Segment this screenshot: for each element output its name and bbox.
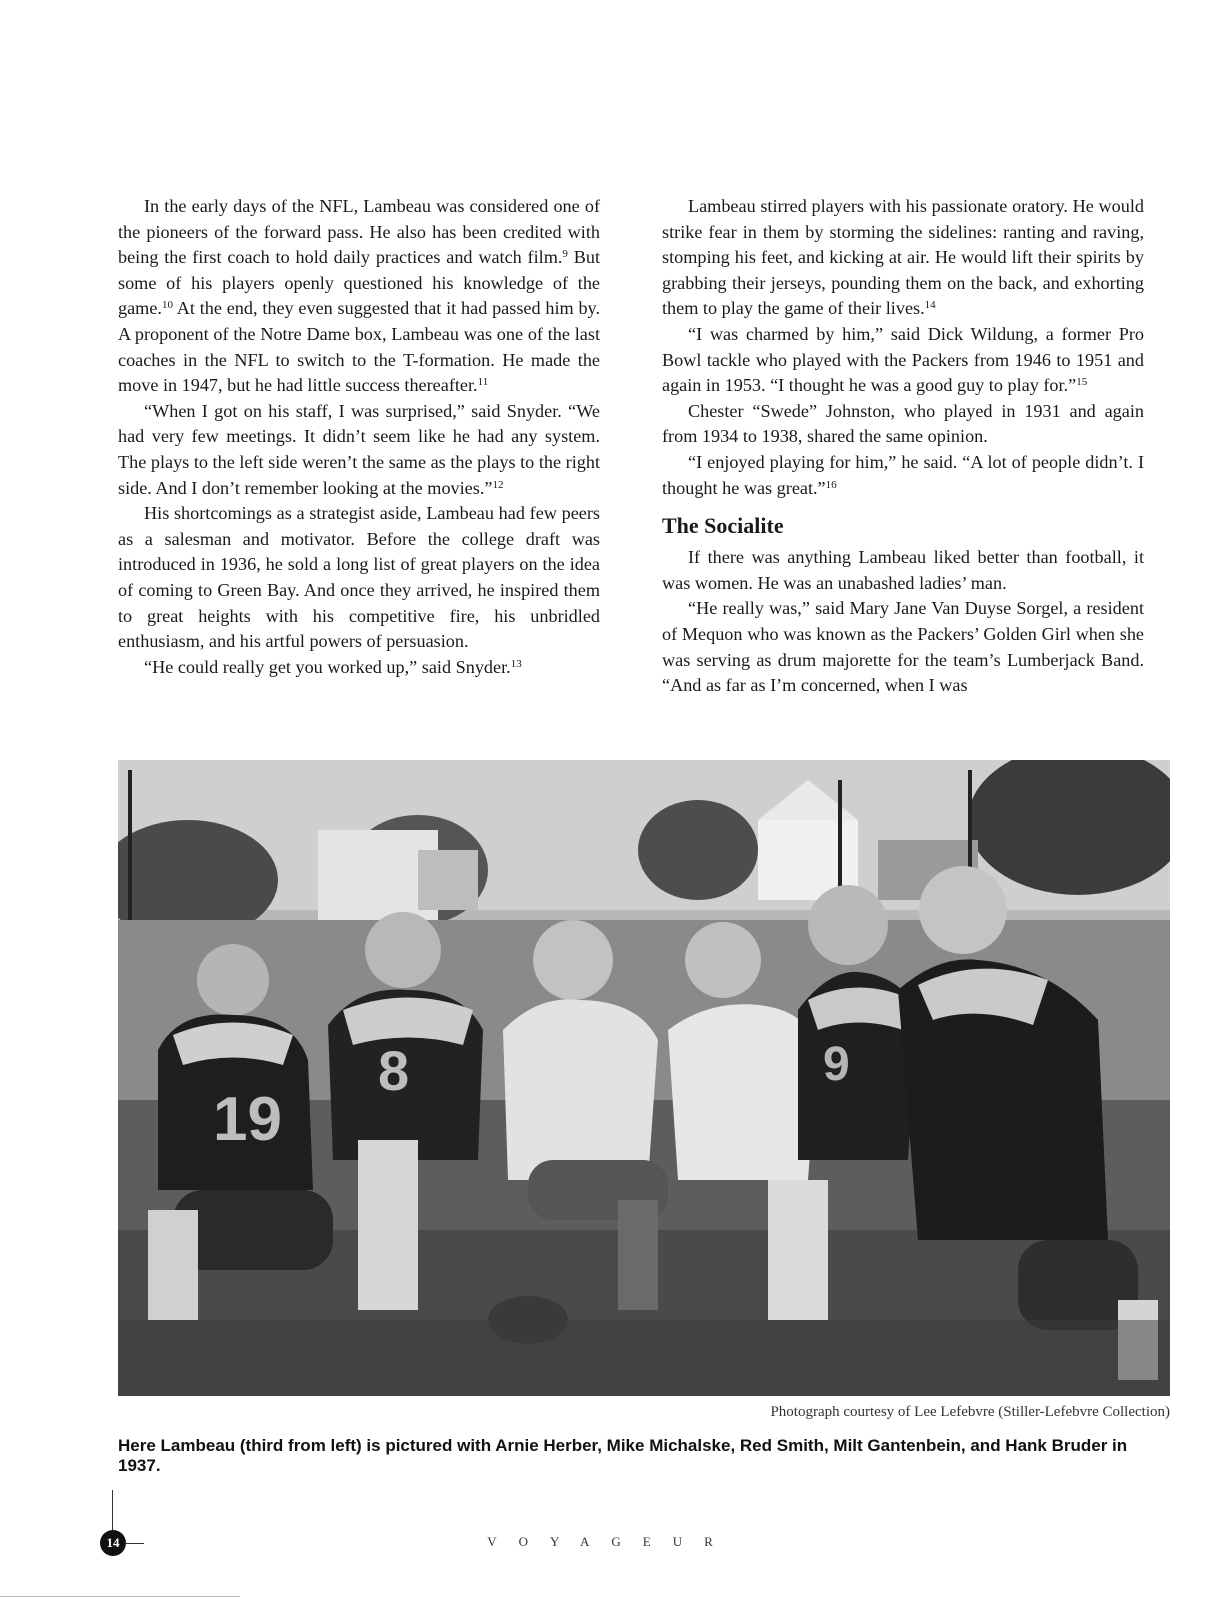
- paragraph: “He could really get you worked up,” said Snyder.$^{13}$: [144, 656, 522, 677]
- photo-credit: Photograph courtesy of Lee Lefebvre (Stiller-Lefebvre Collection): [770, 1404, 1170, 1420]
- page-number: 14: [100, 1530, 126, 1556]
- paragraph: Lambeau stirred players with his passionate oratory. He would strike fear in them by storming the sidelines: ranting and raving, stomping his feet, and kicking at air. He would lift their spirits by grabbing their jerseys, pounding them on the back, and exhorting them to play the game of their lives.$^{14}$: [662, 196, 1144, 319]
- team-photograph: [118, 760, 1170, 1396]
- paragraph: “I was charmed by him,” said Dick Wildung, a former Pro Bowl tackle who played with the Packers from 1946 to 1951 and again in 1953. “I thought he was a good guy to play for.”$^{15}$: [662, 323, 1144, 396]
- footnote-ref: 14: [924, 299, 936, 312]
- footnote-ref: 11: [477, 376, 489, 389]
- jersey-number: 8: [378, 1039, 410, 1102]
- paragraph: “I enjoyed playing for him,” he said. “A lot of people didn’t. I thought he was great.”$^{16}$: [662, 451, 1144, 498]
- journal-name: VOYAGEUR: [487, 1534, 735, 1549]
- paragraph: If there was anything Lambeau liked better than football, it was women. He was an unabashed ladies’ man.: [662, 547, 1144, 593]
- footnote-ref: 10: [161, 299, 173, 312]
- paragraph: “He really was,” said Mary Jane Van Duyse Sorgel, a resident of Mequon who was known as the Packers’ Golden Girl when she was serving as drum majorette for the team’s Lumberjack Band. “And as far as I’m concerned, when I was: [662, 598, 1144, 696]
- footnote-ref: 16: [825, 478, 837, 491]
- right-column: [662, 194, 1144, 699]
- paragraph: “When I got on his staff, I was surprised,” said Snyder. “We had very few meetings. It didn’t seem like he had any system. The plays to the left side weren’t the same as the plays to the right side. And I don’t remember looking at the movies.”$^{12}$: [118, 400, 600, 498]
- jersey-number: 9: [823, 1038, 850, 1091]
- footnote-ref: 13: [510, 657, 522, 670]
- folio-rule-vertical: [112, 1490, 113, 1532]
- paragraph: Chester “Swede” Johnston, who played in 1931 and again from 1934 to 1938, shared the same opinion.: [662, 400, 1144, 447]
- photo-caption: Here Lambeau (third from left) is pictured with Arnie Herber, Mike Michalske, Red Smith, Milt Gantenbein, and Hank Bruder in 1937.: [118, 1436, 1128, 1475]
- footnote-ref: 12: [492, 478, 504, 491]
- footnote-ref: 15: [1076, 376, 1088, 389]
- divider: [0, 1596, 240, 1597]
- paragraph: His shortcomings as a strategist aside, Lambeau had few peers as a salesman and motivator. Before the college draft was introduced in 1936, he sold a long list of great players on the idea of coming to Green Bay. And once they arrived, he inspired them to great heights with his competitive fire, his unbridled enthusiasm, and his artful powers of persuasion.: [118, 503, 600, 652]
- section-heading: The Socialite: [662, 513, 784, 539]
- footnote-ref: 9: [562, 248, 568, 261]
- paragraph: In the early days of the NFL, Lambeau was considered one of the pioneers of the forward pass. He also has been credited with being the first coach to hold daily practices and watch film.$^9$ But some of his players openly questioned his knowledge of the game.$^{10}$ At the end, they even suggested that it had passed him by. A proponent of the Notre Dame box, Lambeau was one of the last coaches in the NFL to switch to the T-formation. He made the move in 1947, but he had little success thereafter.$^{11}$: [118, 196, 601, 396]
- jersey-number: 19: [213, 1085, 282, 1154]
- left-column: [118, 194, 600, 680]
- photograph-illustration: [118, 760, 1170, 1396]
